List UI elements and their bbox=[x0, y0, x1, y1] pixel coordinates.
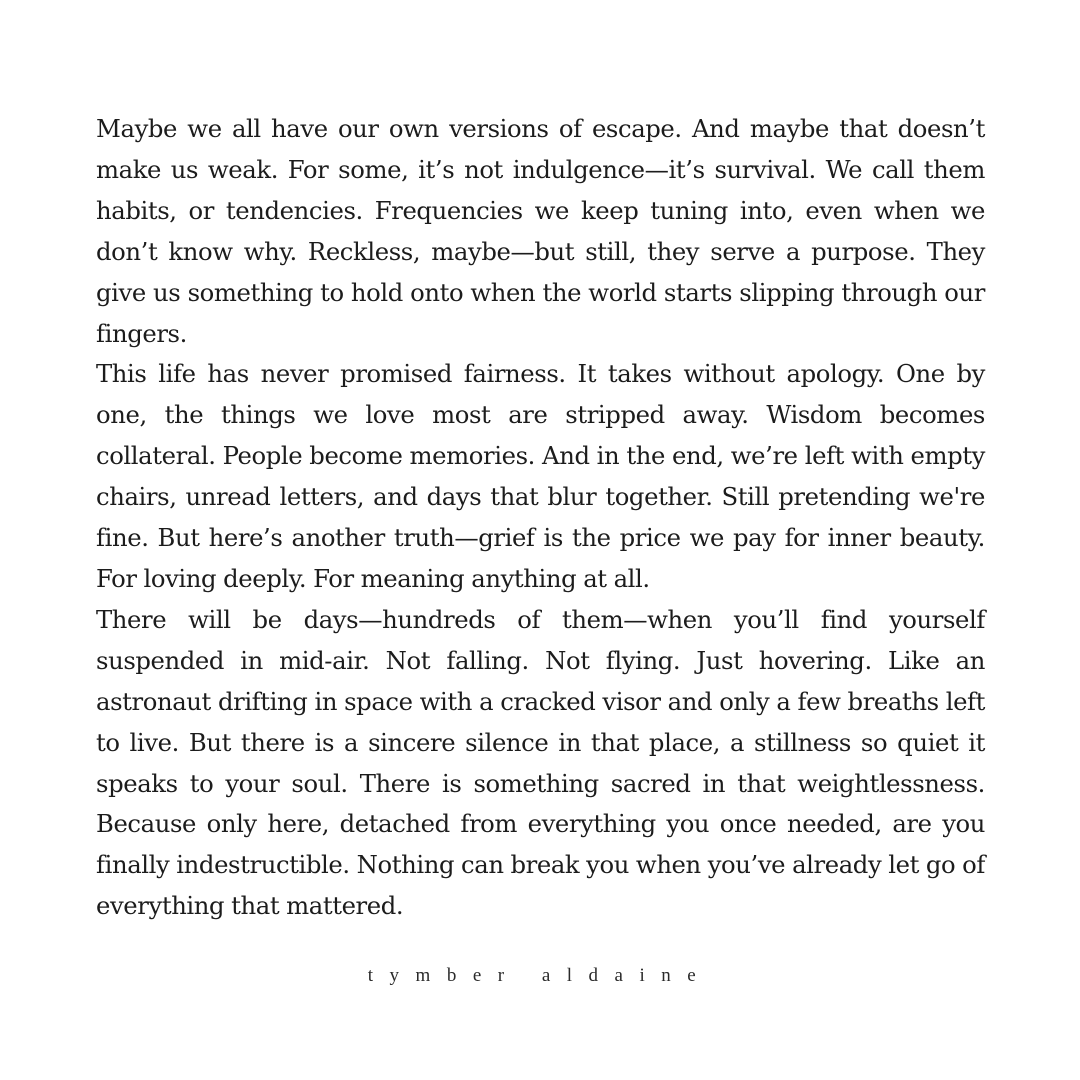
author-signature: tymber aldaine bbox=[367, 965, 713, 986]
paragraph-1: Maybe we all have our own versions of escape. And maybe that doesn’t make us weak. For some, it’s not indulgence—it’s survival. We call them habits, or tendencies. Frequencies we keep tuning into, even when we don’t know why. Reckless, maybe—but still, they serve a purpose. They give us something to hold onto when the world starts slipping through our fingers. bbox=[96, 114, 985, 348]
poem-body bbox=[96, 109, 985, 927]
paragraph-2: This life has never promised fairness. It takes without apology. One by one, the things we love most are stripped away. Wisdom becomes collateral. People become memories. And in the end, we’re left with empty chairs, unread letters, and days that blur together. Still pretending we're fine. But here’s another truth—grief is the price we pay for inner beauty. For loving deeply. For meaning anything at all. bbox=[96, 359, 985, 593]
paragraph-3: There will be days—hundreds of them—when you’ll find yourself suspended in mid-air. Not falling. Not flying. Just hovering. Like an astronaut drifting in space with a cracked visor and only a few breaths left to live. But there is a sincere silence in that place, a stillness so quiet it speaks to your soul. There is something sacred in that weightlessness. Because only here, detached from everything you once needed, are you finally indestructible. Nothing can break you when you’ve already let go of everything that mattered. bbox=[96, 604, 985, 921]
